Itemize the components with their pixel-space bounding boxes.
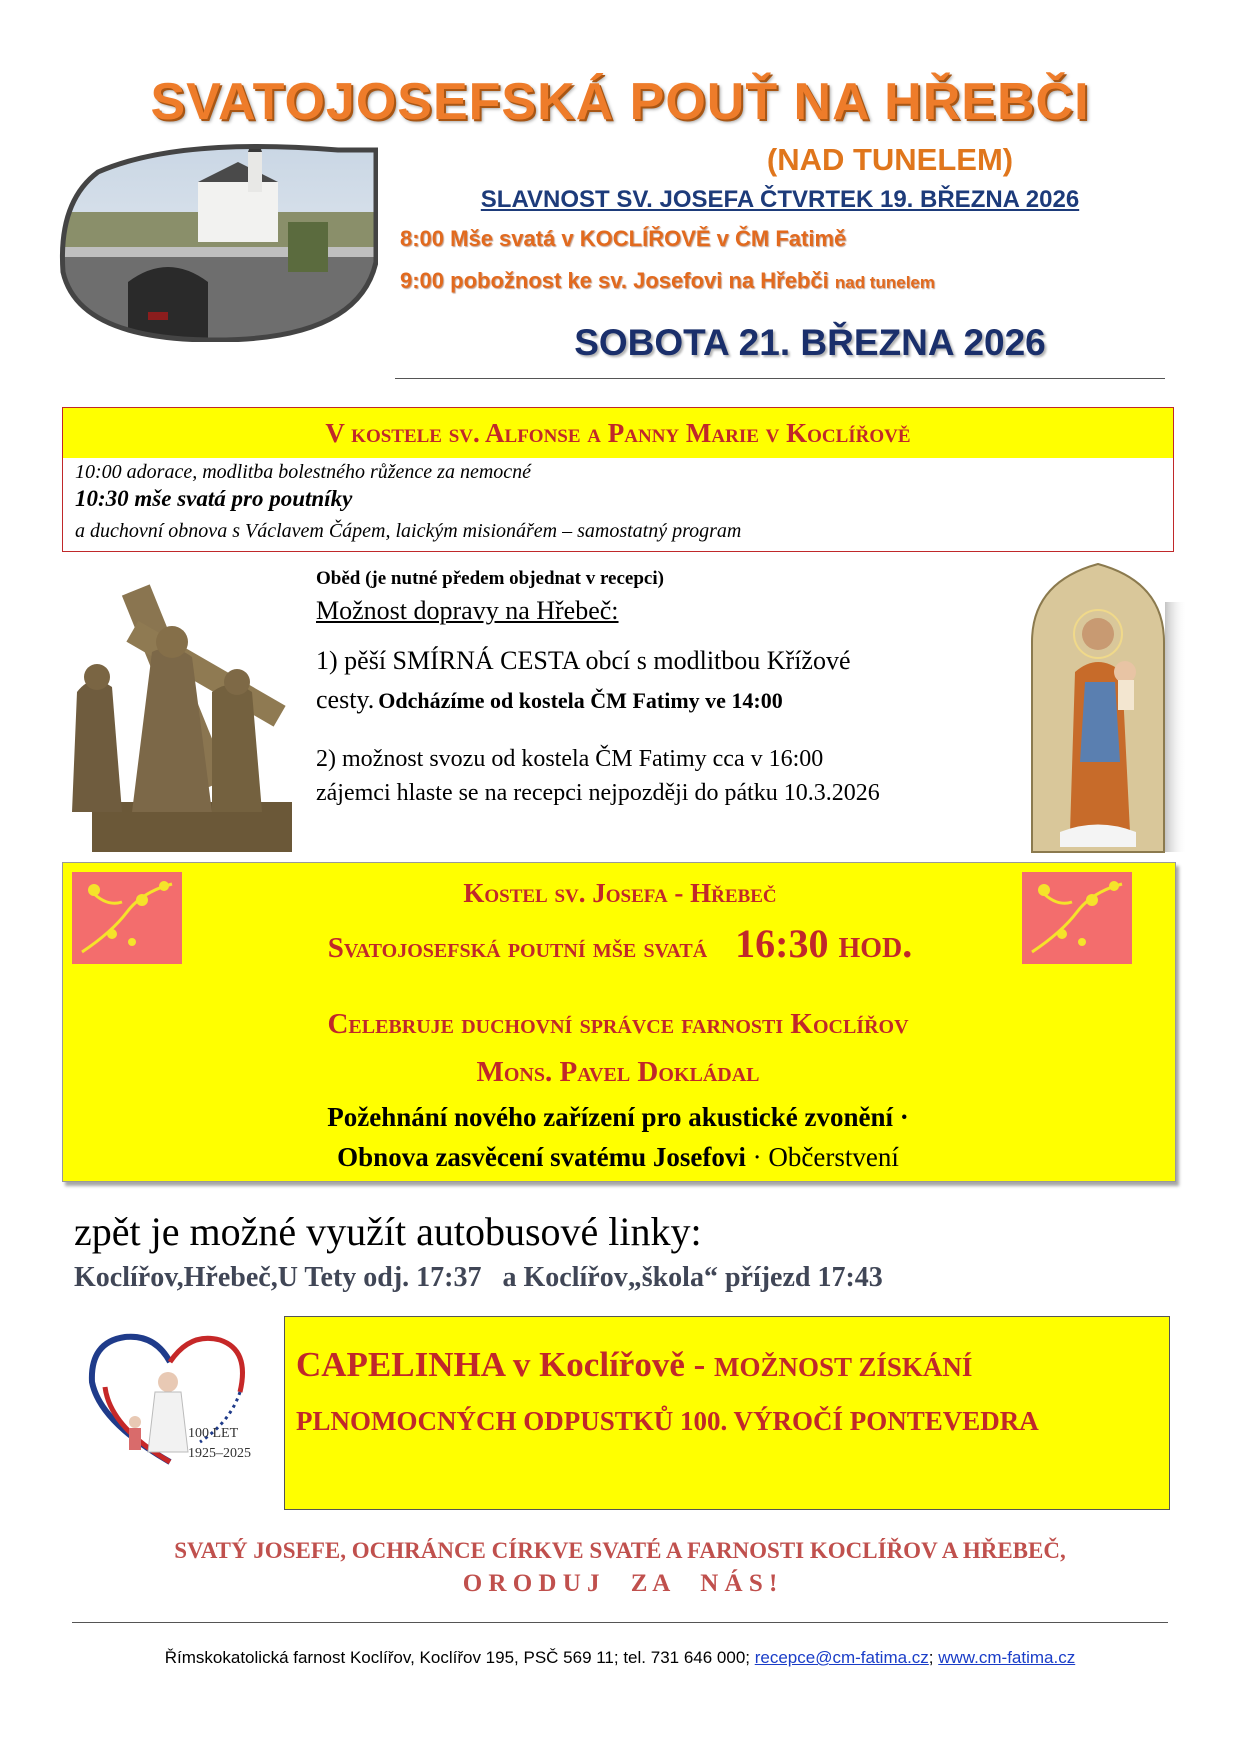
devotion-main: 9:00 pobožnost ke sv. Josefovi na Hřebči bbox=[400, 268, 829, 293]
josef-church-heading: Kostel sv. Josefa - Hřebeč bbox=[463, 878, 777, 908]
consecration-text: Obnova zasvěcení svatému Josefovi bbox=[337, 1142, 746, 1172]
bus-registration: zájemci hlaste se na recepci nejpozději do pátku 10.3.2026 bbox=[316, 780, 880, 806]
walking-option-word: cesty. bbox=[316, 685, 375, 714]
blessing-line: Požehnání nového zařízení pro akustické zvonění · bbox=[327, 1102, 909, 1132]
footer-email-link[interactable]: recepce@cm-fatima.cz bbox=[754, 1648, 929, 1667]
walking-option: 1) pěší SMÍRNÁ CESTA obcí s modlitbou Křížové bbox=[316, 646, 851, 675]
prayer-closing: O R O D U J Z A N Á S ! bbox=[462, 1570, 778, 1597]
footer-divider bbox=[72, 1622, 1168, 1623]
bus-times: Koclířov,Hřebeč,U Tety odj. 17:37 a Koclířov„škola“ příjezd 17:43 bbox=[74, 1262, 883, 1293]
capelinha-indulgence: PLNOMOCNÝCH ODPUSTKŮ 100. VÝROČÍ PONTEVEDRA bbox=[296, 1406, 1039, 1436]
alfons-heading: V kostele sv. Alfonse a Panny Marie v Koclířově bbox=[63, 408, 1173, 458]
consecration-line bbox=[62, 1142, 1174, 1173]
feast-heading: SLAVNOST SV. JOSEFA ČTVRTEK 19. BŘEZNA 2026 bbox=[480, 186, 1080, 213]
alfons-adoration: 10:00 adorace, modlitba bolestného růžence za nemocné bbox=[75, 461, 532, 483]
saturday-date: SOBOTA 21. BŘEZNA 2026 bbox=[574, 322, 1046, 363]
josef-mass-label: Svatojosefská poutní mše svatá bbox=[327, 932, 708, 964]
bus-option: 2) možnost svozu od kostela ČM Fatimy cca v 16:00 bbox=[316, 746, 824, 772]
walking-option-cont bbox=[316, 685, 783, 715]
devotion-small: nad tunelem bbox=[834, 273, 935, 292]
celebrant-line: Celebruje duchovní správce farnosti Koclířov bbox=[327, 1008, 909, 1040]
walking-departure: Odcházíme od kostela ČM Fatimy ve 14:00 bbox=[378, 688, 783, 713]
alfons-church-box bbox=[62, 407, 1174, 552]
celebrant-name: Mons. Pavel Dokládal bbox=[476, 1056, 760, 1088]
mass-koclirov: 8:00 Mše svatá v KOCLÍŘOVĚ v ČM Fatimě bbox=[400, 226, 847, 251]
alfons-renewal: a duchovní obnova s Václavem Čápem, laickým misionářem – samostatný program bbox=[75, 520, 742, 542]
decorative-flower-left bbox=[72, 872, 182, 964]
prayer-line: SVATÝ JOSEFE, OCHRÁNCE CÍRKVE SVATÉ A FARNOSTI KOCLÍŘOV A HŘEBEČ, bbox=[174, 1538, 1066, 1563]
alfons-mass: 10:30 mše svatá pro poutníky bbox=[75, 486, 353, 511]
transport-heading: Možnost dopravy na Hřebeč: bbox=[316, 596, 619, 625]
refreshment-text: · Občerstvení bbox=[745, 1142, 899, 1172]
lunch-note: Oběd (je nutné předem objednat v recepci) bbox=[316, 568, 664, 589]
josef-mass-line bbox=[200, 920, 1040, 967]
footer-address: Římskokatolická farnost Koclířov, Koclířov 195, PSČ 569 11; tel. 731 646 000; bbox=[164, 1648, 755, 1667]
footer-separator: ; bbox=[928, 1648, 939, 1667]
way-of-cross-statue bbox=[62, 572, 294, 852]
devotion-hrebec bbox=[400, 268, 935, 294]
josef-mass-time: 16:30 hod. bbox=[735, 921, 913, 966]
header-divider bbox=[395, 378, 1165, 379]
logo-years-label: 100 LET bbox=[188, 1426, 239, 1441]
footer bbox=[0, 1648, 1240, 1668]
st-joseph-image bbox=[1030, 562, 1170, 854]
capelinha-title: CAPELINHA v Koclířově - bbox=[296, 1345, 715, 1384]
bus-heading: zpět je možné využít autobusové linky: bbox=[74, 1209, 702, 1254]
logo-years: 1925–2025 bbox=[188, 1446, 251, 1461]
capelinha-heading bbox=[296, 1345, 972, 1385]
capelinha-subtitle: MOŽNOST ZÍSKÁNÍ bbox=[714, 1352, 973, 1382]
church-tunnel-photo bbox=[58, 142, 378, 342]
footer-web-link[interactable]: www.cm-fatima.cz bbox=[938, 1648, 1076, 1667]
page-subtitle: (NAD TUNELEM) bbox=[766, 142, 1014, 177]
page-title: SVATOJOSEFSKÁ POUŤ NA HŘEBČI bbox=[150, 73, 1090, 131]
